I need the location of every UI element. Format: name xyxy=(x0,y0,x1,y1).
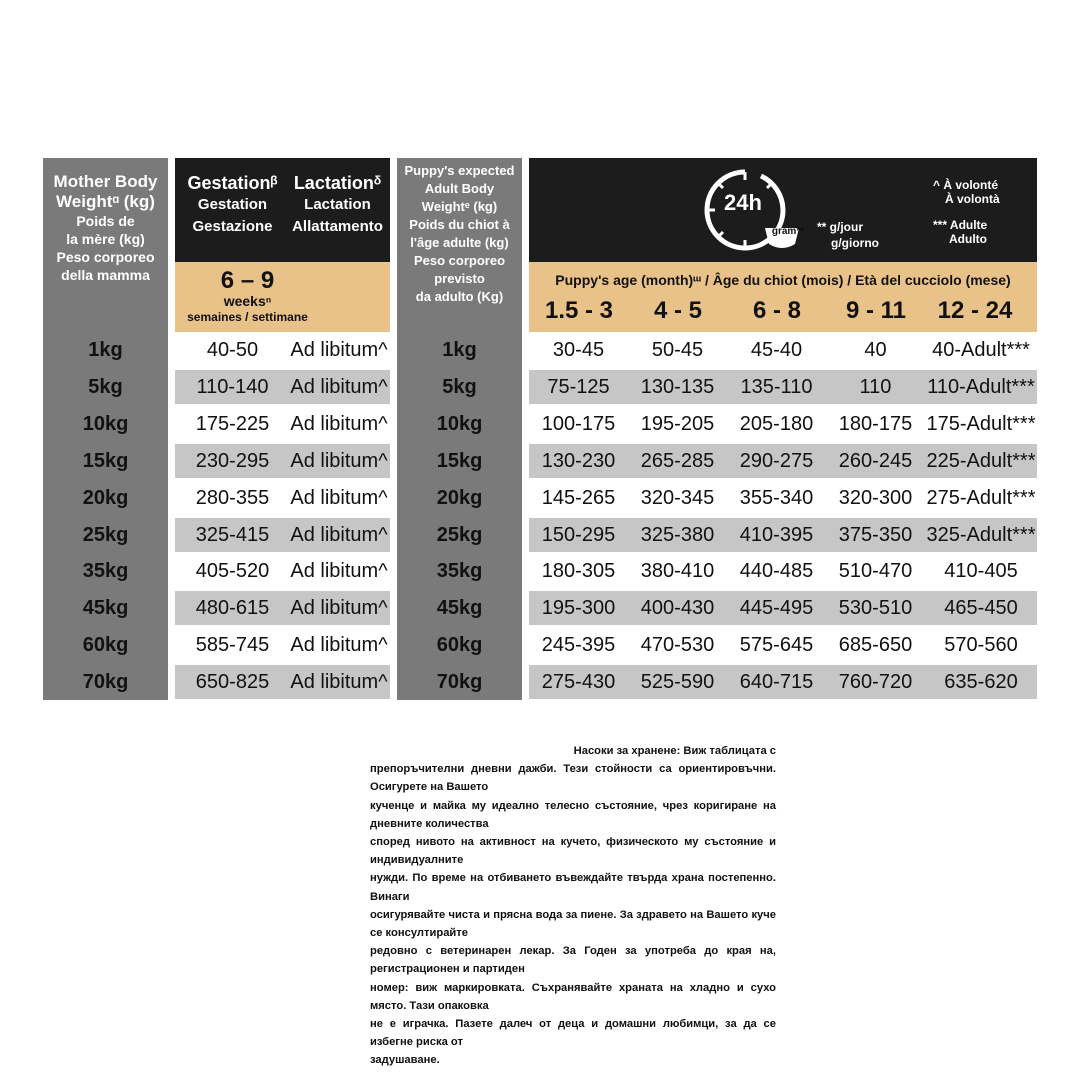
age-range-3: 6 - 8 xyxy=(752,297,802,324)
ration-cell: 325-Adult*** xyxy=(926,524,1036,546)
puppy-expected-header xyxy=(397,162,522,306)
lactation-cell: Ad libitum^ xyxy=(290,597,388,619)
ration-cell: 245-395 xyxy=(541,634,616,656)
puppy-head-line2: Adult Body xyxy=(424,181,495,196)
legend-adult-it: Adulto xyxy=(949,232,987,246)
gestation-cell: 325-415 xyxy=(195,524,270,546)
lactation-cell: Ad libitum^ xyxy=(290,524,388,546)
gestation-cell: 230-295 xyxy=(195,450,270,472)
ration-cell: 40 xyxy=(864,339,887,361)
lactation-header xyxy=(285,172,390,238)
ration-cell: 320-345 xyxy=(640,487,715,509)
ration-cell: 110-Adult*** xyxy=(927,376,1035,398)
mother-weight-cell: 25kg xyxy=(82,524,129,546)
ration-cell: 465-450 xyxy=(944,597,1018,619)
note-line: според нивото на активност на кучето, физическото му състояние и индивидуалните xyxy=(370,836,776,867)
ration-cell: 275-430 xyxy=(541,671,616,693)
gestation-cell: 480-615 xyxy=(195,597,270,619)
lactation-fr: Lactation xyxy=(304,196,371,213)
note-line: задушаване. xyxy=(370,1054,440,1067)
ration-cell: 410-405 xyxy=(944,560,1018,582)
gestation-cell: 585-745 xyxy=(195,634,270,656)
puppy-weight-cell: 1kg xyxy=(442,339,477,361)
ration-cell: 180-305 xyxy=(541,560,616,582)
puppy-head-line6: Peso corporeo previsto xyxy=(413,253,506,286)
gestation-weeks-band xyxy=(175,262,390,332)
ration-cell: 40-Adult*** xyxy=(932,339,1030,361)
ration-cell: 135-110 xyxy=(740,376,813,398)
gestation-title: Gestationᵝ xyxy=(187,173,278,193)
mother-it-line2: della mamma xyxy=(61,267,150,283)
mother-fr-line1: Poids de xyxy=(76,213,135,229)
lactation-cell: Ad libitum^ xyxy=(290,376,388,398)
mother-it-line1: Peso corporeo xyxy=(56,249,155,265)
ration-cell: 375-350 xyxy=(838,524,913,546)
mother-weight-cell: 10kg xyxy=(82,413,129,435)
ration-cell: 260-245 xyxy=(838,450,913,472)
clock-hours-label: 24h xyxy=(724,190,762,215)
ration-cell: 510-470 xyxy=(838,560,913,582)
ration-cell: 45-40 xyxy=(750,339,803,361)
note-line: номер: виж маркировката. Съхранявайте храната на хладно и сухо място. Тази опаковка xyxy=(370,981,776,1012)
ration-cell: 150-295 xyxy=(541,524,616,546)
gestation-cell: 175-225 xyxy=(195,413,270,435)
note-line: нужди. По време на отбиването въвеждайте твърда храна постепенно. Винаги xyxy=(370,872,776,903)
gestation-fr: Gestation xyxy=(197,196,268,213)
ration-cell: 195-205 xyxy=(640,413,715,435)
gestation-cell: 280-355 xyxy=(195,487,270,509)
ration-cell: 275-Adult*** xyxy=(926,487,1036,509)
lactation-cell: Ad libitum^ xyxy=(290,450,388,472)
puppy-weight-cell: 35kg xyxy=(436,560,483,582)
ration-cell: 380-410 xyxy=(640,560,715,582)
ration-cell: 640-715 xyxy=(739,671,814,693)
puppy-weight-cell: 10kg xyxy=(436,413,483,435)
note-line: не е играчка. Пазете далеч от деца и домашни любимци, за да се избегне риска от xyxy=(370,1018,776,1049)
gestation-cell: 405-520 xyxy=(195,560,270,582)
mother-weight-cell: 1kg xyxy=(88,339,123,361)
puppy-weight-cell: 70kg xyxy=(436,671,483,693)
ration-cell: 195-300 xyxy=(541,597,616,619)
note-line: осигурявайте чиста и прясна вода за пиене. За здравето на Вашето куче се консултирайте xyxy=(370,908,776,940)
age-range-4: 9 - 11 xyxy=(845,297,907,324)
ration-cell: 325-380 xyxy=(640,524,715,546)
legend-volonte-it: À volontà xyxy=(945,192,1000,206)
ration-cell: 30-45 xyxy=(552,339,605,361)
unit-it: g/giorno xyxy=(831,236,879,250)
legend-adult-fr: *** Adulte xyxy=(933,218,988,232)
puppy-age-band xyxy=(529,262,1037,332)
ration-cell: 290-275 xyxy=(739,450,814,472)
puppy-weight-cell: 60kg xyxy=(436,634,483,656)
daily-ration-header xyxy=(529,158,1037,262)
note-line: редовно с ветеринарен лекар. За Годен за употреба до края на, регистрационен и партиден xyxy=(370,945,776,976)
lactation-title: Lactationᵟ xyxy=(293,173,382,193)
gestation-header xyxy=(175,172,290,238)
ration-cell: 470-530 xyxy=(640,634,715,656)
ration-cell: 175-Adult*** xyxy=(926,413,1036,435)
ration-cell: 205-180 xyxy=(739,413,814,435)
mother-weight-cell: 20kg xyxy=(82,487,129,509)
ration-cell: 400-430 xyxy=(640,597,715,619)
ration-cell: 685-650 xyxy=(838,634,913,656)
ration-cell: 225-Adult*** xyxy=(926,450,1036,472)
age-range-1: 1.5 - 3 xyxy=(544,297,614,324)
gestation-week-range: 6 – 9 xyxy=(220,267,275,294)
ration-cell: 50-45 xyxy=(651,339,704,361)
puppy-age-title: Puppy's age (month)ᵚ / Âge du chiot (mois) / Età del cucciolo (mese) xyxy=(555,272,1011,288)
ration-cell: 320-300 xyxy=(838,487,913,509)
ration-cell: 525-590 xyxy=(640,671,715,693)
lactation-cell: Ad libitum^ xyxy=(290,671,388,693)
lactation-it: Allattamento xyxy=(292,218,383,235)
legend-volonte-fr: ^ À volonté xyxy=(933,178,999,192)
gram-label: gram** xyxy=(771,226,805,237)
ration-cell: 575-645 xyxy=(739,634,814,656)
lactation-cell: Ad libitum^ xyxy=(290,339,388,361)
gestation-weeks-fr-it: semaines / settimane xyxy=(187,310,308,324)
ration-cell: 130-135 xyxy=(640,376,715,398)
lactation-cell: Ad libitum^ xyxy=(290,634,388,656)
mother-weight-header xyxy=(43,172,168,284)
ration-cell: 440-485 xyxy=(739,560,814,582)
ration-cell: 110 xyxy=(859,376,892,398)
note-line: Насоки за хранене: Виж таблицата с xyxy=(573,745,776,757)
ration-cell: 145-265 xyxy=(541,487,616,509)
mother-weight-cell: 15kg xyxy=(82,450,129,472)
ration-cell: 180-175 xyxy=(838,413,913,435)
puppy-head-line7: da adulto (Kg) xyxy=(415,289,504,304)
gestation-cell: 650-825 xyxy=(195,671,270,693)
puppy-head-line3: Weightᵉ (kg) xyxy=(421,199,498,214)
age-range-2: 4 - 5 xyxy=(653,297,703,324)
mother-fr-line2: la mère (kg) xyxy=(66,231,145,247)
puppy-head-line4: Poids du chiot à xyxy=(409,217,510,232)
puppy-weight-cell: 45kg xyxy=(436,597,483,619)
feeding-guidelines-note xyxy=(370,742,776,1070)
mother-weight-cell: 45kg xyxy=(82,597,129,619)
lactation-cell: Ad libitum^ xyxy=(290,560,388,582)
mother-title-line1: Mother Body xyxy=(53,172,158,191)
ration-cell: 635-620 xyxy=(944,671,1018,693)
lactation-cell: Ad libitum^ xyxy=(290,487,388,509)
mother-title-line2: Weightᵅ (kg) xyxy=(56,192,155,211)
mother-weight-cell: 5kg xyxy=(88,376,123,398)
puppy-head-line1: Puppy's expected xyxy=(404,163,515,178)
puppy-head-line5: l'âge adulte (kg) xyxy=(410,235,509,250)
ration-cell: 760-720 xyxy=(838,671,913,693)
gestation-it: Gestazione xyxy=(192,218,273,235)
ration-cell: 570-560 xyxy=(944,634,1018,656)
gestation-weeks-label: weeksⁿ xyxy=(223,293,272,309)
mother-weight-cell: 60kg xyxy=(82,634,129,656)
lactation-cell: Ad libitum^ xyxy=(290,413,388,435)
ration-cell: 445-495 xyxy=(739,597,814,619)
age-range-5: 12 - 24 xyxy=(937,297,1013,324)
unit-fr: ** g/jour xyxy=(817,220,864,234)
puppy-weight-cell: 5kg xyxy=(442,376,477,398)
mother-weight-cell: 70kg xyxy=(82,671,129,693)
note-line: препоръчителни дневни дажби. Тези стойности са ориентировъчни. Осигурете на Вашето xyxy=(370,763,776,794)
puppy-weight-cell: 25kg xyxy=(436,524,483,546)
gestation-cell: 110-140 xyxy=(196,376,269,398)
note-line: кученце и майка му идеално телесно състояние, чрез коригиране на дневните количества xyxy=(370,799,776,830)
ration-cell: 265-285 xyxy=(640,450,715,472)
ration-cell: 100-175 xyxy=(541,413,616,435)
ration-cell: 530-510 xyxy=(838,597,913,619)
puppy-weight-cell: 20kg xyxy=(436,487,483,509)
ration-cell: 130-230 xyxy=(541,450,616,472)
ration-cell: 75-125 xyxy=(547,376,610,398)
gestation-cell: 40-50 xyxy=(206,339,259,361)
puppy-weight-cell: 15kg xyxy=(436,450,483,472)
mother-weight-cell: 35kg xyxy=(82,560,129,582)
ration-cell: 410-395 xyxy=(739,524,814,546)
gestation-lactation-header xyxy=(175,158,390,262)
ration-cell: 355-340 xyxy=(739,487,814,509)
